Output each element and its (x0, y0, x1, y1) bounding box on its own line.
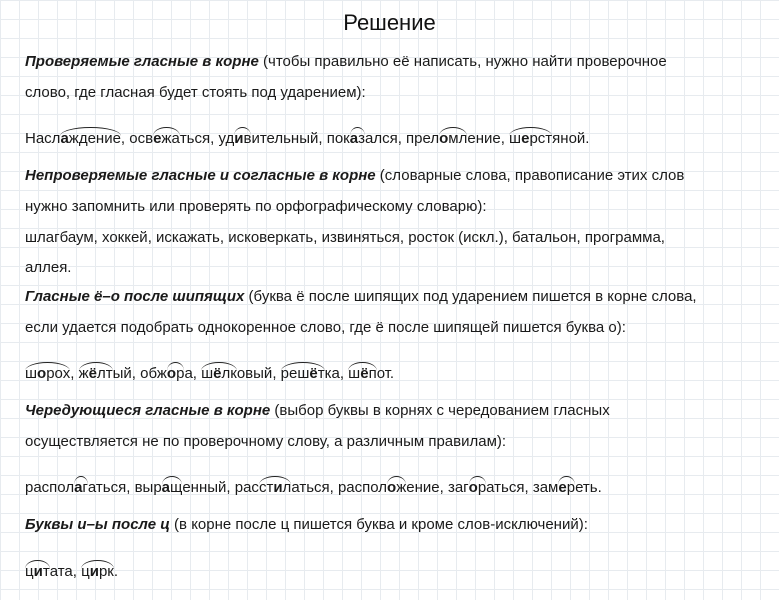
root-part: рк (98, 563, 114, 580)
root-part: рох (46, 365, 71, 382)
word-root (439, 129, 467, 149)
root-arc (79, 362, 113, 371)
word-part: аться, (291, 479, 338, 496)
word-part: ый, (112, 365, 141, 382)
word-part: ться, (179, 130, 219, 147)
root-arc (162, 476, 183, 485)
word-root (201, 364, 237, 384)
section-1-description: слово, где гласная будет стоять под ударением): (25, 84, 366, 101)
section-description: (словарные слова, правописание этих слов (375, 167, 685, 184)
section-3-description: если удается подобрать однокоренное слово, где ё после шипящей пишется буква о): (25, 319, 626, 336)
root-part: з (358, 130, 365, 147)
word-part: ительный, (251, 130, 327, 147)
highlighted-vowel: о (439, 130, 449, 147)
root-part: ш (25, 365, 38, 382)
section-description: (буква ё после шипящих под ударением пишется в корне слова, (244, 288, 697, 305)
word-part: распол (337, 479, 388, 496)
section-5-intro (25, 515, 588, 535)
root-part: ж (78, 365, 89, 382)
root-part: п (368, 365, 377, 382)
highlighted-vowel: ё (88, 365, 97, 382)
root-arc (60, 127, 120, 136)
word-root (74, 478, 88, 498)
word-part: Насл (25, 130, 61, 147)
section-4-examples (25, 478, 602, 498)
word-root (25, 364, 70, 384)
root-arc (281, 362, 325, 371)
highlighted-vowel: и (89, 563, 99, 580)
highlighted-vowel: а (349, 130, 359, 147)
root-arc (469, 476, 487, 485)
word-root (259, 478, 291, 498)
section-2-list-end: аллея. (25, 259, 72, 276)
root-part: мл (448, 130, 468, 147)
root-part: щ (170, 479, 183, 496)
word-part: ался, (364, 130, 407, 147)
section-3-examples (25, 364, 394, 384)
section-1-examples (25, 129, 589, 149)
word-root (350, 129, 365, 149)
word-part: , (120, 130, 130, 147)
root-arc (234, 127, 251, 136)
section-5-examples (25, 562, 118, 582)
highlighted-vowel: о (387, 479, 397, 496)
root-part: в (243, 130, 252, 147)
word-root (281, 364, 325, 384)
root-arc (558, 476, 575, 485)
section-2-description: нужно запомнить или проверять по орфографическому словарю): (25, 198, 487, 215)
root-part: рст (529, 130, 553, 147)
section-1-intro (25, 52, 667, 72)
page-title: Решение (343, 10, 436, 35)
word-part: . (113, 563, 119, 580)
word-part: осв (129, 130, 154, 147)
word-part: аться, (486, 479, 533, 496)
highlighted-vowel: е (521, 130, 530, 147)
root-part: т (317, 365, 325, 382)
root-arc (167, 362, 185, 371)
root-arc (201, 362, 237, 371)
word-part: яной. (552, 130, 590, 147)
root-part: л (282, 479, 292, 496)
root-part: реш (280, 365, 310, 382)
word-root (167, 364, 185, 384)
highlighted-vowel: и (234, 130, 244, 147)
root-part: лк (221, 365, 237, 382)
root-arc (153, 127, 180, 136)
word-part: ение, (467, 130, 510, 147)
section-3-intro (25, 287, 697, 307)
section-heading: Гласные ё–о после шипящих (25, 288, 245, 305)
root-part: ж (396, 479, 407, 496)
word-part: от. (376, 365, 395, 382)
highlighted-vowel: ё (213, 365, 222, 382)
root-part: р (176, 365, 185, 382)
section-description: (чтобы правильно её написать, нужно найти проверочное (258, 53, 667, 70)
word-root (25, 562, 50, 582)
highlighted-vowel: а (161, 479, 170, 496)
highlighted-vowel: ё (309, 365, 318, 382)
word-root (469, 478, 487, 498)
section-description: (выбор буквы в корнях с чередованием гласных (270, 402, 610, 419)
root-arc (25, 560, 50, 569)
root-arc (439, 127, 467, 136)
word-part: ка, (324, 365, 349, 382)
word-part: , (70, 365, 79, 382)
word-root (348, 364, 377, 384)
word-part: овый, (236, 365, 281, 382)
root-part: ц (25, 563, 34, 580)
word-root (81, 562, 114, 582)
word-root (153, 129, 180, 149)
root-part: т (42, 563, 50, 580)
root-part: р (566, 479, 576, 496)
word-part: зам (532, 479, 559, 496)
root-arc (25, 362, 70, 371)
root-part: р (477, 479, 487, 496)
section-heading: Непроверяемые гласные и согласные в корне (25, 167, 376, 184)
root-arc (259, 476, 291, 485)
highlighted-vowel: и (273, 479, 283, 496)
highlighted-vowel: о (37, 365, 47, 382)
section-2-intro (25, 166, 684, 186)
root-arc (81, 560, 114, 569)
root-arc (74, 476, 88, 485)
root-part: ст (258, 479, 274, 496)
root-arc (348, 362, 377, 371)
word-part: аться, (87, 479, 135, 496)
root-arc (387, 476, 406, 485)
word-part: а, (184, 365, 202, 382)
word-part: выр (134, 479, 162, 496)
word-part: распол (25, 479, 75, 496)
word-part: обж (140, 365, 167, 382)
highlighted-vowel: а (74, 479, 83, 496)
word-root (558, 478, 575, 498)
root-part: ш (348, 365, 361, 382)
section-heading: Буквы и–ы после ц (25, 516, 170, 533)
highlighted-vowel: а (60, 130, 69, 147)
highlighted-vowel: о (166, 365, 177, 382)
word-part: ение, (406, 479, 448, 496)
root-part: ш (509, 130, 522, 147)
root-part: жа (161, 130, 180, 147)
word-part: заг (447, 479, 469, 496)
highlighted-vowel: е (558, 479, 567, 496)
word-root (509, 129, 552, 149)
section-4-description: осуществляется не по проверочному слову, а различным правилам): (25, 433, 507, 450)
section-heading: Чередующиеся гласные в корне (25, 402, 271, 419)
section-4-intro (25, 401, 610, 421)
word-part: пок (326, 130, 350, 147)
root-part: ждение (68, 130, 121, 147)
root-part: лт (96, 365, 113, 382)
section-heading: Проверяемые гласные в корне (25, 53, 259, 70)
root-arc (509, 127, 552, 136)
root-arc (350, 127, 365, 136)
highlighted-vowel: ё (360, 365, 369, 382)
word-part: ата, (49, 563, 82, 580)
word-root (162, 478, 183, 498)
word-root (234, 129, 251, 149)
word-part: прел (406, 130, 440, 147)
word-part: еть. (575, 479, 602, 496)
root-part: г (82, 479, 88, 496)
word-root (79, 364, 113, 384)
highlighted-vowel: и (33, 563, 43, 580)
section-description: (в корне после ц пишется буква и кроме слов-исключений): (169, 516, 588, 533)
word-part: рас (234, 479, 259, 496)
highlighted-vowel: е (153, 130, 162, 147)
root-part: ц (81, 563, 90, 580)
root-part: ш (201, 365, 214, 382)
word-root (60, 129, 120, 149)
highlighted-vowel: о (468, 479, 478, 496)
word-part: енный, (182, 479, 235, 496)
word-part: уд (218, 130, 235, 147)
word-root (387, 478, 406, 498)
section-2-list: шлагбаум, хоккей, искажать, исковеркать, извиняться, росток (искл.), батальон, программа, (25, 229, 665, 246)
